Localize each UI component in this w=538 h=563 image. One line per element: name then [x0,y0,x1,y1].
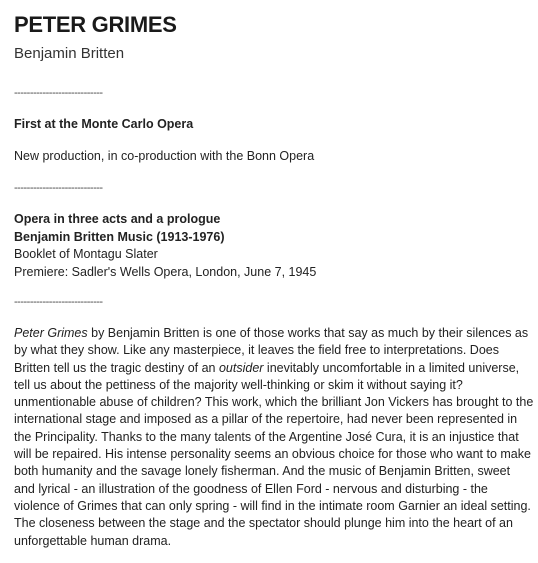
page-title: PETER GRIMES [14,12,177,37]
description-paragraph [14,325,534,550]
description-text-2: inevitably uncomfortable in a limited universe, tell us about the pettiness of the majority well-thinking or skim it without saying it? unmentionable abuse of children? This work, which the brilliant Jon Vickers has brought to the international stage and imposed as a pillar of the repertoire, had never been represented in the Principality. Thanks to the many talents of the Argentine José Cura, it is an injustice that will be repaired. His intense personality seems an obvious choice for those who want to make both humanity and the savage lonely fisherman. And the music of Benjamin Britten, sweet and lyrical - an illustration of the goodness of Ellen Ford - nervous and disturbing - the violence of Grimes that can only spring - will find in the intimate room Garnier an ideal setting. The closeness between the stage and the spectator should plunge him into the heart of an unforgettable human drama. [14,360,534,548]
separator: ---------------------------- [14,182,103,194]
separator: ---------------------------- [14,296,103,308]
production-section [14,116,534,165]
production-heading: First at the Monte Carlo Opera [14,117,194,131]
description-section [14,325,534,550]
work-premiere: Premiere: Sadler's Wells Opera, London, June 7, 1945 [14,264,317,279]
work-details-section [14,211,534,281]
separator: ---------------------------- [14,87,103,99]
work-composer: Benjamin Britten Music (1913-1976) [14,229,225,244]
outsider-italic: outsider [218,360,264,375]
work-librettist: Booklet of Montagu Slater [14,247,158,261]
description-text-1: by Benjamin Britten is one of those works that say as much by their silences as by what they show. Like any masterpiece, it leaves the field free to interpretations. Does Britten tell us the tragic destiny of an [14,326,529,375]
composer-name: Benjamin Britten [14,45,125,62]
work-title-italic: Peter Grimes [14,326,88,340]
production-text: New production, in co-production with the Bonn Opera [14,148,315,163]
work-form: Opera in three acts and a prologue [14,212,221,226]
